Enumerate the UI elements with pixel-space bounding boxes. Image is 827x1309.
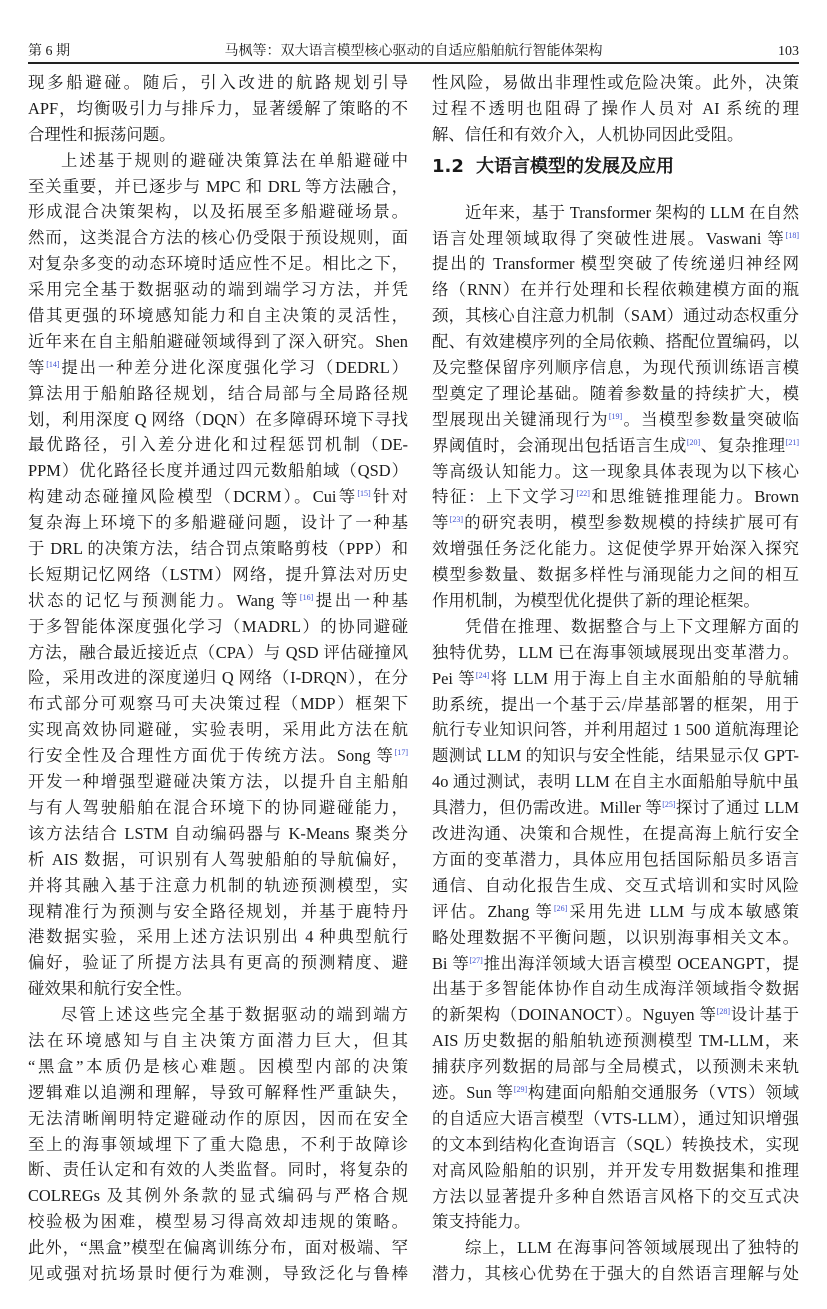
text-line: 配、有效建模序列的全局依赖、搭配位置编码，以 xyxy=(432,332,799,352)
text-line: 及完整保留序列顺序信息，为现代预训练语言模 xyxy=(432,358,799,378)
citation-link[interactable]: [16] xyxy=(299,592,314,602)
text-line: 现精准行为预测与安全路径规划，并基于鹿特丹 xyxy=(28,901,408,921)
text-line: 型奠定了理论基础。随着参数量的持续扩大，模 xyxy=(432,383,799,403)
text-line: COLREGs 及其例外条款的显式编码与严格合规 xyxy=(28,1186,408,1206)
citation-link[interactable]: [14] xyxy=(46,359,60,369)
text-line: 效增强任务泛化能力。这促使学界开始深入探究 xyxy=(432,539,799,559)
text-line: 出基于多智能体协作自动生成海洋领域指令数据 xyxy=(432,979,799,999)
right-body-before xyxy=(432,70,799,148)
right-body xyxy=(432,200,799,1287)
text-line: PPM）优化路径长度并通过四元数船舶域（QSD） xyxy=(28,461,408,481)
text-line: 界阈值时，会涌现出包括语言生成[20]、复杂推理[21] xyxy=(432,435,799,455)
text-line: 迹。Sun 等[29]构建面向船舶交通服务（VTS）领域 xyxy=(432,1082,799,1102)
running-header xyxy=(28,42,799,62)
text-line: 方法，融合最近接近点（CPA）与 QSD 评估碰撞风 xyxy=(28,642,408,662)
text-line: 方面的变革潜力，具体应用包括国际船员多语言 xyxy=(432,849,799,869)
citation-link[interactable]: [28] xyxy=(716,1007,731,1017)
citation-link[interactable]: [27] xyxy=(469,955,483,965)
right-column xyxy=(432,70,799,1287)
text-line: 于多智能体深度强化学习（MADRL）的协同避碰 xyxy=(28,616,408,636)
text-line: Pei 等[24]将 LLM 用于海上自主水面船舶的导航辅 xyxy=(432,668,799,688)
text-line: 校验极为困难，模型易习得高效却违规的策略。 xyxy=(28,1212,408,1232)
text-line: 构建动态碰撞风险模型（DCRM）。Cui等[15]针对 xyxy=(28,487,408,507)
text-line: 等[23]的研究表明，模型参数规模的持续扩展可有 xyxy=(432,513,799,533)
text-line: 布式部分可观察马可夫决策过程（MDP）框架下 xyxy=(28,694,408,714)
text-line: 独特优势，LLM 已在海事领域展现出变革潜力。 xyxy=(432,642,799,662)
paragraph xyxy=(28,1002,408,1287)
left-column xyxy=(28,70,408,1287)
text-line: 的新架构（DOINANOCT）。Nguyen 等[28]设计基于 xyxy=(432,1005,799,1025)
text-line: 状态的记忆与预测能力。Wang 等[16]提出一种基 xyxy=(28,590,408,610)
text-line: 提出的 Transformer 模型突破了传统递归神经网 xyxy=(432,254,799,274)
text-line: 形成混合决策架构，以及拓展至多船避碰场景。 xyxy=(28,202,408,222)
text-line: 潜力，其核心优势在于强大的自然语言理解与处 xyxy=(432,1264,799,1284)
text-line: 长短期记忆网络（LSTM）网络，提升算法对历史 xyxy=(28,564,408,584)
running-title: 马枫等：双大语言模型核心驱动的自适应船舶航行智能体架构 xyxy=(224,44,603,59)
paragraph xyxy=(28,148,408,1002)
text-line: 于 DRL 的决策方法，结合罚点策略剪枝（PPP）和 xyxy=(28,539,408,559)
citation-link[interactable]: [25] xyxy=(662,800,676,810)
text-line: 至上的海事领域埋下了重大隐患，不利于故障诊 xyxy=(28,1134,408,1154)
text-line: 4o 通过测试，表明 LLM 在自主水面船舶导航中虽 xyxy=(432,772,799,792)
text-line: 见或强对抗场景时便行为难测，导致泛化与鲁棒 xyxy=(28,1263,408,1283)
header-rule xyxy=(28,62,799,64)
text-line: 特征：上下文学习[22]和思维链推理能力。Brown xyxy=(432,487,799,507)
text-line: APF，均衡吸引力与排斥力，显著缓解了策略的不 xyxy=(28,98,408,118)
text-line: 题测试 LLM 的知识与安全性能，结果显示仅 GPT- xyxy=(432,746,799,766)
text-line: 语言处理领域取得了突破性进展。Vaswani 等[18] xyxy=(432,228,799,248)
citation-link[interactable]: [22] xyxy=(576,489,590,499)
text-line: 断、责任认定和有效的人类监督。同时，将复杂的 xyxy=(28,1160,408,1180)
issue-label: 第 6 期 xyxy=(28,44,70,59)
text-line: 过程不透明也阻碍了操作人员对 AI 系统的理 xyxy=(432,98,799,118)
text-line: 型展现出关键涌现行为[19]。当模型参数量突破临 xyxy=(432,409,799,429)
text-line: 行安全性及合理性方面优于传统方法。Song 等[17] xyxy=(28,746,408,766)
text-line: 合理性和振荡问题。 xyxy=(28,124,176,144)
text-line: 碰效果和航行安全性。 xyxy=(28,979,192,999)
text-line: 现多船避碰。随后，引入改进的航路规划引导 xyxy=(28,73,408,92)
text-line: 上述基于规则的避碰决策算法在单船避碰中 xyxy=(61,150,408,170)
text-line: 最优路径，引入差分进化和过程惩罚机制（DE- xyxy=(28,435,408,455)
text-line: 复杂海上环境下的多船避碰问题，设计了一种基 xyxy=(28,513,408,533)
paragraph xyxy=(432,70,799,148)
text-line: 开发一种增强型避碰决策方法，以提升自主船舶 xyxy=(28,772,408,792)
text-line: AIS 历史数据的船舶轨迹预测模型 TM-LLM，来 xyxy=(432,1031,799,1051)
text-line: 捕获序列数据的局部与全局模式，以预测未来轨 xyxy=(432,1057,799,1077)
text-line: 近年来，基于 Transformer 架构的 LLM 在自然 xyxy=(465,202,799,222)
text-line: 略处理数据不平衡问题，以识别海事相关文本。 xyxy=(432,927,799,947)
text-line: 方法以显著提升多种自然语言风格下的交互式决 xyxy=(432,1186,799,1206)
text-line: 尽管上述这些完全基于数据驱动的端到端方 xyxy=(61,1005,408,1025)
left-body xyxy=(28,70,408,1287)
page-number: 103 xyxy=(778,44,799,59)
text-line: 至关重要，并已逐步与 MPC 和 DRL 等方法融合， xyxy=(28,176,408,196)
text-line: 无法清晰阐明特定避碰动作的原因，因而在安全 xyxy=(28,1108,408,1128)
citation-link[interactable]: [17] xyxy=(394,748,408,758)
text-line: 此外，“黑盒”模型在偏离训练分布，面对极端、罕 xyxy=(28,1238,408,1258)
text-line: 综上，LLM 在海事问答领域展现出了独特的 xyxy=(465,1238,799,1258)
text-line: 与有人驾驶船舶在混合环境下的协同避碰能力， xyxy=(28,797,408,817)
text-line: 性风险，易做出非理性或危险决策。此外，决策 xyxy=(432,73,799,92)
paragraph xyxy=(432,200,799,614)
text-line: 策支持能力。 xyxy=(432,1212,531,1232)
text-line: 近年来在自主船舶避碰领域得到了深入研究。Shen xyxy=(28,331,408,351)
paragraph xyxy=(28,70,408,148)
text-line: 络（RNN）在并行处理和长程依赖建模方面的瓶 xyxy=(432,280,799,300)
text-line: 的文本到结构化查询语言（SQL）转换技术，实现 xyxy=(432,1134,799,1154)
text-line: 实现高效协同避碰，实验表明，采用此方法在航 xyxy=(28,720,408,740)
citation-link[interactable]: [23] xyxy=(449,515,464,525)
text-line: 然而，这类混合方法的核心仍受限于预设规则，面 xyxy=(28,228,408,248)
text-line: 算法用于船舶路径规划，结合局部与全局路径规 xyxy=(28,383,408,403)
text-line: 逻辑难以追溯和理解，导致可解释性严重缺失， xyxy=(28,1082,408,1102)
text-line: 等高级认知能力。这一现象具体表现为以下核心 xyxy=(432,461,799,481)
text-line: 对复杂多变的动态环境时适应性不足。相比之下， xyxy=(28,254,408,274)
text-line: 改进沟通、决策和合规性，在提高海上航行安全 xyxy=(432,824,799,844)
paragraph xyxy=(432,1235,799,1287)
text-line: 法在环境感知与自主决策方面潜力巨大，但其 xyxy=(28,1030,408,1050)
citation-link[interactable]: [24] xyxy=(475,670,490,680)
citation-link[interactable]: [20] xyxy=(686,437,701,447)
text-line: 航行专业知识问答，并利用超过 1 500 道航海理论 xyxy=(432,720,799,740)
section-number: 1.2 xyxy=(432,155,464,177)
text-line: 作用机制，为模型优化提供了新的理论框架。 xyxy=(432,591,760,611)
text-line: 解、信任和有效介入，人机协同因此受阻。 xyxy=(432,124,744,144)
text-line: 险，采用改进的深度递归 Q 网络（I-DRQN），在分 xyxy=(28,668,408,688)
text-line: 借其更强的环境感知能力和自主决策的灵活性， xyxy=(28,306,408,326)
text-line: “黑盒”本质仍是核心难题。因模型内部的决策 xyxy=(28,1056,408,1076)
text-line: 具潜力，但仍需改进。Miller 等[25]探讨了通过 LLM xyxy=(432,798,799,818)
text-line: 等[14]提出一种差分进化深度强化学习（DEDRL） xyxy=(28,357,408,377)
text-line: 凭借在推理、数据整合与上下文理解方面的 xyxy=(465,616,799,636)
text-line: 评估。Zhang 等[26]采用先进 LLM 与成本敏感策 xyxy=(432,901,799,921)
citation-link[interactable]: [15] xyxy=(357,489,371,499)
text-line: 采用完全基于数据驱动的端到端学习方法，并凭 xyxy=(28,280,408,300)
text-line: 的自适应大语言模型（VTS-LLM），通过知识增强 xyxy=(432,1108,799,1128)
text-line: 颈，其核心自注意力机制（SAM）通过动态权重分 xyxy=(432,306,799,326)
citation-link[interactable]: [18] xyxy=(785,230,799,240)
text-line: 偏好，验证了所提方法具有更高的预测精度、避 xyxy=(28,953,408,973)
text-line: Bi 等[27]推出海洋领域大语言模型 OCEANGPT，提 xyxy=(432,953,799,973)
text-line: 模型参数量、数据多样性与涌现能力之间的相互 xyxy=(432,565,799,585)
text-line: 助系统，提出一个基于云/岸基部署的框架，用于 xyxy=(432,694,799,714)
section-heading xyxy=(432,148,799,200)
section-title: 大语言模型的发展及应用 xyxy=(476,155,674,177)
citation-link[interactable]: [29] xyxy=(513,1084,528,1094)
citation-link[interactable]: [19] xyxy=(608,411,623,421)
paragraph xyxy=(432,614,799,1235)
citation-link[interactable]: [21] xyxy=(785,437,799,447)
text-line: 析 AIS 数据，可识别有人驾驶船舶的导航偏好， xyxy=(28,849,408,869)
citation-link[interactable]: [26] xyxy=(553,903,568,913)
text-line: 对高风险船舶的识别，并开发专用数据集和推理 xyxy=(432,1160,799,1180)
text-line: 通信、自动化报告生成、交互式培训和实时风险 xyxy=(432,875,799,895)
text-line: 并将其融入基于注意力机制的轨迹预测模型，实 xyxy=(28,875,408,895)
text-line: 港数据实验，采用上述方法识别出 4 种典型航行 xyxy=(28,927,408,947)
text-line: 该方法结合 LSTM 自动编码器与 K-Means 聚类分 xyxy=(28,823,408,843)
text-line: 划，利用深度 Q 网络（DQN）在多障碍环境下寻找 xyxy=(28,409,408,429)
